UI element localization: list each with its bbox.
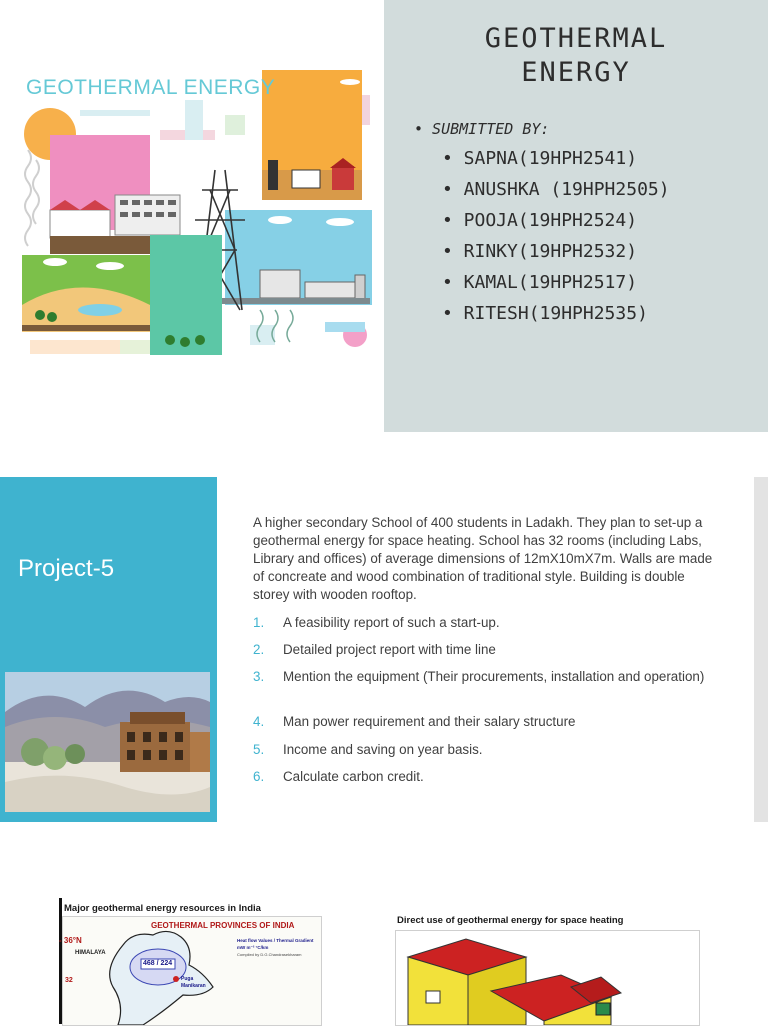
ladakh-painting	[5, 672, 210, 812]
member-item: • ANUSHKA (19HPH2505)	[442, 179, 670, 200]
task-item	[253, 641, 723, 659]
site-label: Puga	[181, 976, 194, 982]
task-item	[253, 741, 723, 759]
next-slide-edge	[754, 477, 768, 822]
task-text: Man power requirement and their salary structure	[283, 714, 576, 729]
task-number: 4.	[253, 714, 265, 729]
site-label: Manikaran	[181, 983, 206, 989]
slide-resources	[0, 868, 768, 1024]
member-item: • RINKY(19HPH2532)	[442, 241, 638, 262]
member-item: • KAMAL(19HPH2517)	[442, 272, 638, 293]
submitted-by-label: • SUBMITTED BY:	[414, 120, 550, 138]
map-figure-title: Major geothermal energy resources in India	[64, 903, 261, 914]
illustration-title: GEOTHERMAL ENERGY	[26, 76, 276, 99]
map-value: 468 / 224	[143, 960, 173, 967]
task-number: 1.	[253, 615, 265, 630]
region-label: HIMALAYA	[75, 950, 106, 956]
task-text: Mention the equipment (Their procurements, installation and operation)	[283, 669, 705, 684]
task-text: Income and saving on year basis.	[283, 742, 483, 757]
task-number: 2.	[253, 642, 265, 657]
presentation-title	[384, 22, 768, 90]
member-item: • RITESH(19HPH2535)	[442, 303, 648, 324]
tick-label: 32	[65, 977, 73, 984]
task-number: 5.	[253, 742, 265, 757]
india-map-outline	[63, 917, 321, 1025]
india-map-figure	[59, 916, 322, 1026]
slide-title	[0, 0, 768, 432]
house-figure-title: Direct use of geothermal energy for space heating	[397, 915, 624, 926]
title-line-1: GEOTHERMAL	[484, 23, 668, 54]
map-heading: GEOTHERMAL PROVINCES OF INDIA	[151, 921, 295, 930]
title-line-2: ENERGY	[521, 57, 631, 88]
member-item: • POOJA(19HPH2524)	[442, 210, 638, 231]
legend-line-2: mW m⁻² °C/km	[237, 945, 269, 950]
project-sidebar	[0, 477, 217, 822]
task-text: Detailed project report with time line	[283, 642, 496, 657]
task-item	[253, 768, 723, 786]
task-item	[253, 614, 723, 632]
task-text: Calculate carbon credit.	[283, 769, 424, 784]
task-number: 6.	[253, 769, 265, 784]
heated-house-illustration	[396, 931, 699, 1025]
latitude-label: - 36°N	[59, 936, 82, 945]
house-figure	[395, 930, 700, 1026]
title-panel	[384, 0, 768, 432]
task-text: A feasibility report of such a start-up.	[283, 615, 500, 630]
legend-line-1: Heat flow Values / Thermal Gradient	[237, 938, 314, 943]
project-title: Project-5	[18, 555, 115, 582]
task-item	[253, 668, 723, 686]
slide-project	[0, 477, 768, 822]
geothermal-illustration	[20, 70, 372, 360]
member-item: • SAPNA(19HPH2541)	[442, 148, 638, 169]
task-item	[253, 713, 723, 731]
legend-line-3: Compiled by D.G.Chandrasekharam	[237, 952, 302, 957]
task-number: 3.	[253, 669, 265, 684]
project-description: A higher secondary School of 400 students in Ladakh. They plan to set-up a geothermal energy for space heating. School has 32 rooms (including Labs, Library and offices) of average dimensions of 12mX10mX7m. Walls are made of concreate and wood combination of traditional style. Building is double storey with wooden rooftop.	[253, 515, 713, 602]
